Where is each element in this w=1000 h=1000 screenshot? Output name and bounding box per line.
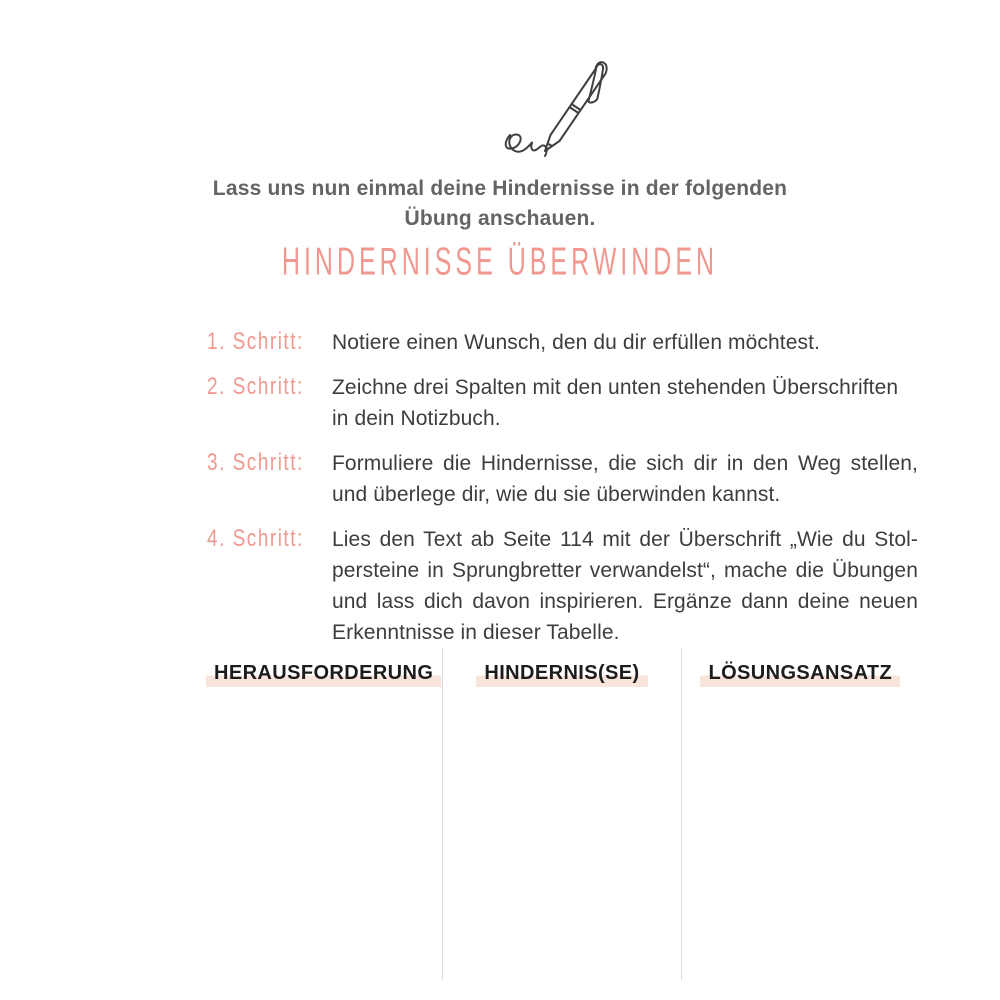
step-item-4 — [207, 524, 918, 648]
obstacle-table — [205, 648, 919, 980]
table-column-obstacle — [442, 648, 680, 980]
step-text-line: Lies den Text ab Seite 114 mit der Überschrift „Wie du Stol- — [332, 528, 918, 551]
page-title-text: HINDERNISSE ÜBERWINDEN — [281, 240, 719, 284]
pen-icon — [500, 56, 670, 168]
intro-text — [0, 174, 1000, 234]
step-text — [332, 448, 918, 510]
step-item-2 — [207, 372, 918, 434]
step-label: 3. Schritt: — [207, 449, 304, 477]
step-text — [332, 327, 918, 358]
step-text-line: Erkenntnisse in dieser Tabelle. — [332, 621, 620, 644]
step-item-1 — [207, 327, 918, 358]
steps-list — [207, 327, 918, 662]
step-label: 1. Schritt: — [207, 328, 304, 356]
step-text-line: in dein Notizbuch. — [332, 407, 501, 430]
step-text-line: und lass dich davon inspirieren. Ergänze dann deine neuen — [332, 590, 918, 613]
step-text-line: persteine in Sprungbretter verwandelst“, mache die Übungen — [332, 559, 918, 582]
column-header-challenge: HERAUSFORDERUNG — [206, 662, 441, 687]
table-column-solution — [681, 648, 919, 980]
step-text — [332, 372, 918, 434]
step-label: 4. Schritt: — [207, 525, 304, 553]
intro-line-1: Lass uns nun einmal deine Hindernisse in der folgenden — [212, 177, 788, 200]
step-text — [332, 524, 918, 648]
page-title — [0, 240, 1000, 284]
step-text-line: und überlege dir, wie du sie überwinden kannst. — [332, 483, 781, 506]
step-item-3 — [207, 448, 918, 510]
step-text-line: Zeichne drei Spalten mit den unten stehenden Überschriften — [332, 376, 899, 399]
step-text-line: Formuliere die Hindernisse, die sich dir in den Weg stellen, — [332, 452, 918, 475]
column-header-obstacle: HINDERNIS(SE) — [476, 662, 647, 687]
table-column-challenge — [205, 648, 442, 980]
pen-scribble-illustration — [500, 56, 670, 168]
step-label: 2. Schritt: — [207, 373, 304, 401]
step-text-line: Notiere einen Wunsch, den du dir erfüllen möchtest. — [332, 331, 820, 354]
column-header-solution: LÖSUNGSANSATZ — [700, 662, 900, 687]
intro-line-2: Übung anschauen. — [404, 207, 596, 230]
